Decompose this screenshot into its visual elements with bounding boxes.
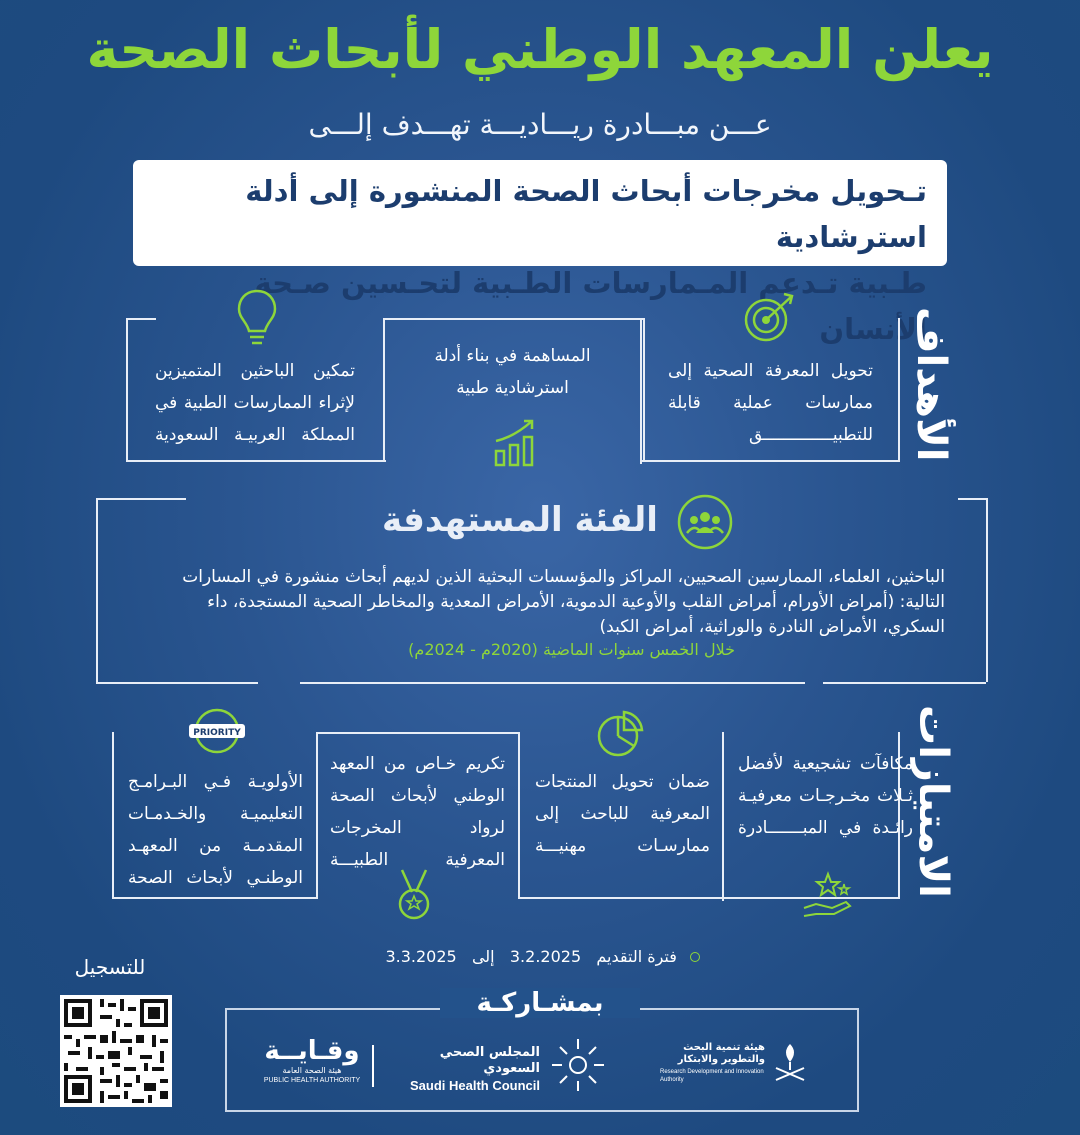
shc-name-ar: المجلس الصحي السعودي: [439, 1045, 540, 1076]
register-label: للتسجيل: [74, 955, 146, 979]
priority-badge-icon: [186, 708, 248, 754]
weqaya-name-en: PUBLIC HEALTH AUTHORITY: [263, 1077, 361, 1084]
target-icon: [740, 290, 800, 346]
benefit-card-1-text: مكافآت تشجيعية لأفضل ثـلاث مخـرجـات معرفيـة رائـدة في المبـــــــادرة: [738, 754, 913, 838]
goal-card-2-text: المساهمة في بناء أدلة استرشادية طبية: [434, 346, 591, 398]
audience-period: خلال الخمس سنوات الماضية (2020م - 2024م): [408, 640, 735, 659]
goals-heading: الأهداف: [908, 307, 954, 462]
goal-card-3-text: تمكين الباحثين المتميزين لإثراء الممارسات الطبية في المملكة العربيـة السعودية: [155, 361, 355, 445]
goal-line-2: طـبية تـدعم المـمارسات الطـبية لتحـسين صـحة الأنسان: [254, 266, 927, 346]
period-label: فترة التقديم: [596, 947, 677, 966]
rdia-name-en: Research Development and Innovation Authority: [660, 1069, 764, 1083]
weqaya-name-ar: وقـايــة: [264, 1036, 360, 1066]
lightbulb-icon: [235, 287, 279, 347]
benefit-card-3-text: تكريم خـاص من المعهد الوطني لأبحاث الصحة لرواد المخرجات المعرفية الطبيـــة: [330, 754, 505, 870]
period-to-word: إلى: [471, 947, 495, 966]
national-institute-logo-icon: [548, 1035, 608, 1095]
registration-qr-code[interactable]: [60, 995, 172, 1107]
benefit-card-4-text: الأولويـة فـي البـرامـج التعليميـة والخـدمـات المقدمـة من المعهـد الوطنـي لأبحاث الصحة: [128, 772, 303, 888]
audience-title: الفئة المستهدفة: [382, 500, 658, 540]
partners-title: بمشـاركـة: [440, 988, 640, 1018]
benefits-heading: الامتيازات: [910, 705, 956, 898]
benefit-card-2-text: ضمان تحويل المنتجات المعرفية للباحث إلى ممارسـات مهنيـــة: [535, 772, 710, 856]
pie-chart-icon: [596, 710, 646, 758]
period-from: 3.2.2025: [509, 947, 582, 966]
weqaya-logo: [262, 1036, 362, 1096]
shc-name-en: Saudi Health Council: [409, 1078, 540, 1093]
goal-line-1: تـحويل مخرجات أبحاث الصحة المنشورة إلى أدلة استرشادية: [245, 174, 927, 254]
weqaya-sub-ar: هيئة الصحة العامة: [282, 1066, 342, 1075]
people-group-icon: [676, 493, 734, 551]
saudi-health-council-logo: [385, 1045, 540, 1093]
saudi-emblem-icon: [772, 1040, 808, 1084]
period-dot-icon: [690, 952, 700, 962]
main-goal-box: [133, 160, 947, 346]
priority-badge-label: PRIORITY: [193, 728, 241, 738]
partner-rdia: [660, 1040, 810, 1090]
goal-card-1-text: تحويل المعرفة الصحية إلى ممارسات عملية قابلة للتطبيــــــــــــــق: [668, 361, 873, 445]
partner-divider: [372, 1045, 374, 1087]
period-to: 3.3.2025: [385, 947, 457, 966]
page-title: يعلن المعهد الوطني لأبحاث الصحة: [86, 18, 994, 81]
page-subtitle: عـــن مبـــادرة ريـــاديـــة تهـــدف إلـــى: [308, 108, 772, 141]
rdia-name-ar: هيئة تنمية البحث والتطوير والابتكار: [677, 1042, 765, 1065]
application-period: [380, 947, 700, 966]
audience-text: الباحثين، العلماء، الممارسين الصحيين، المراكز والمؤسسات البحثية الذين لديهم أبحاث منشورة في المسارات التالية: (أمراض الأورام، أمراض القلب والأوعية الدموية، الأمراض المعدية والمخاطر الصحية المستجدة، داء السكري، الأمراض النادرة والوراثية، أمراض الكبد): [182, 567, 945, 637]
hand-stars-icon: [802, 870, 854, 920]
medal-icon: [392, 868, 436, 922]
growth-chart-icon: [492, 415, 540, 467]
